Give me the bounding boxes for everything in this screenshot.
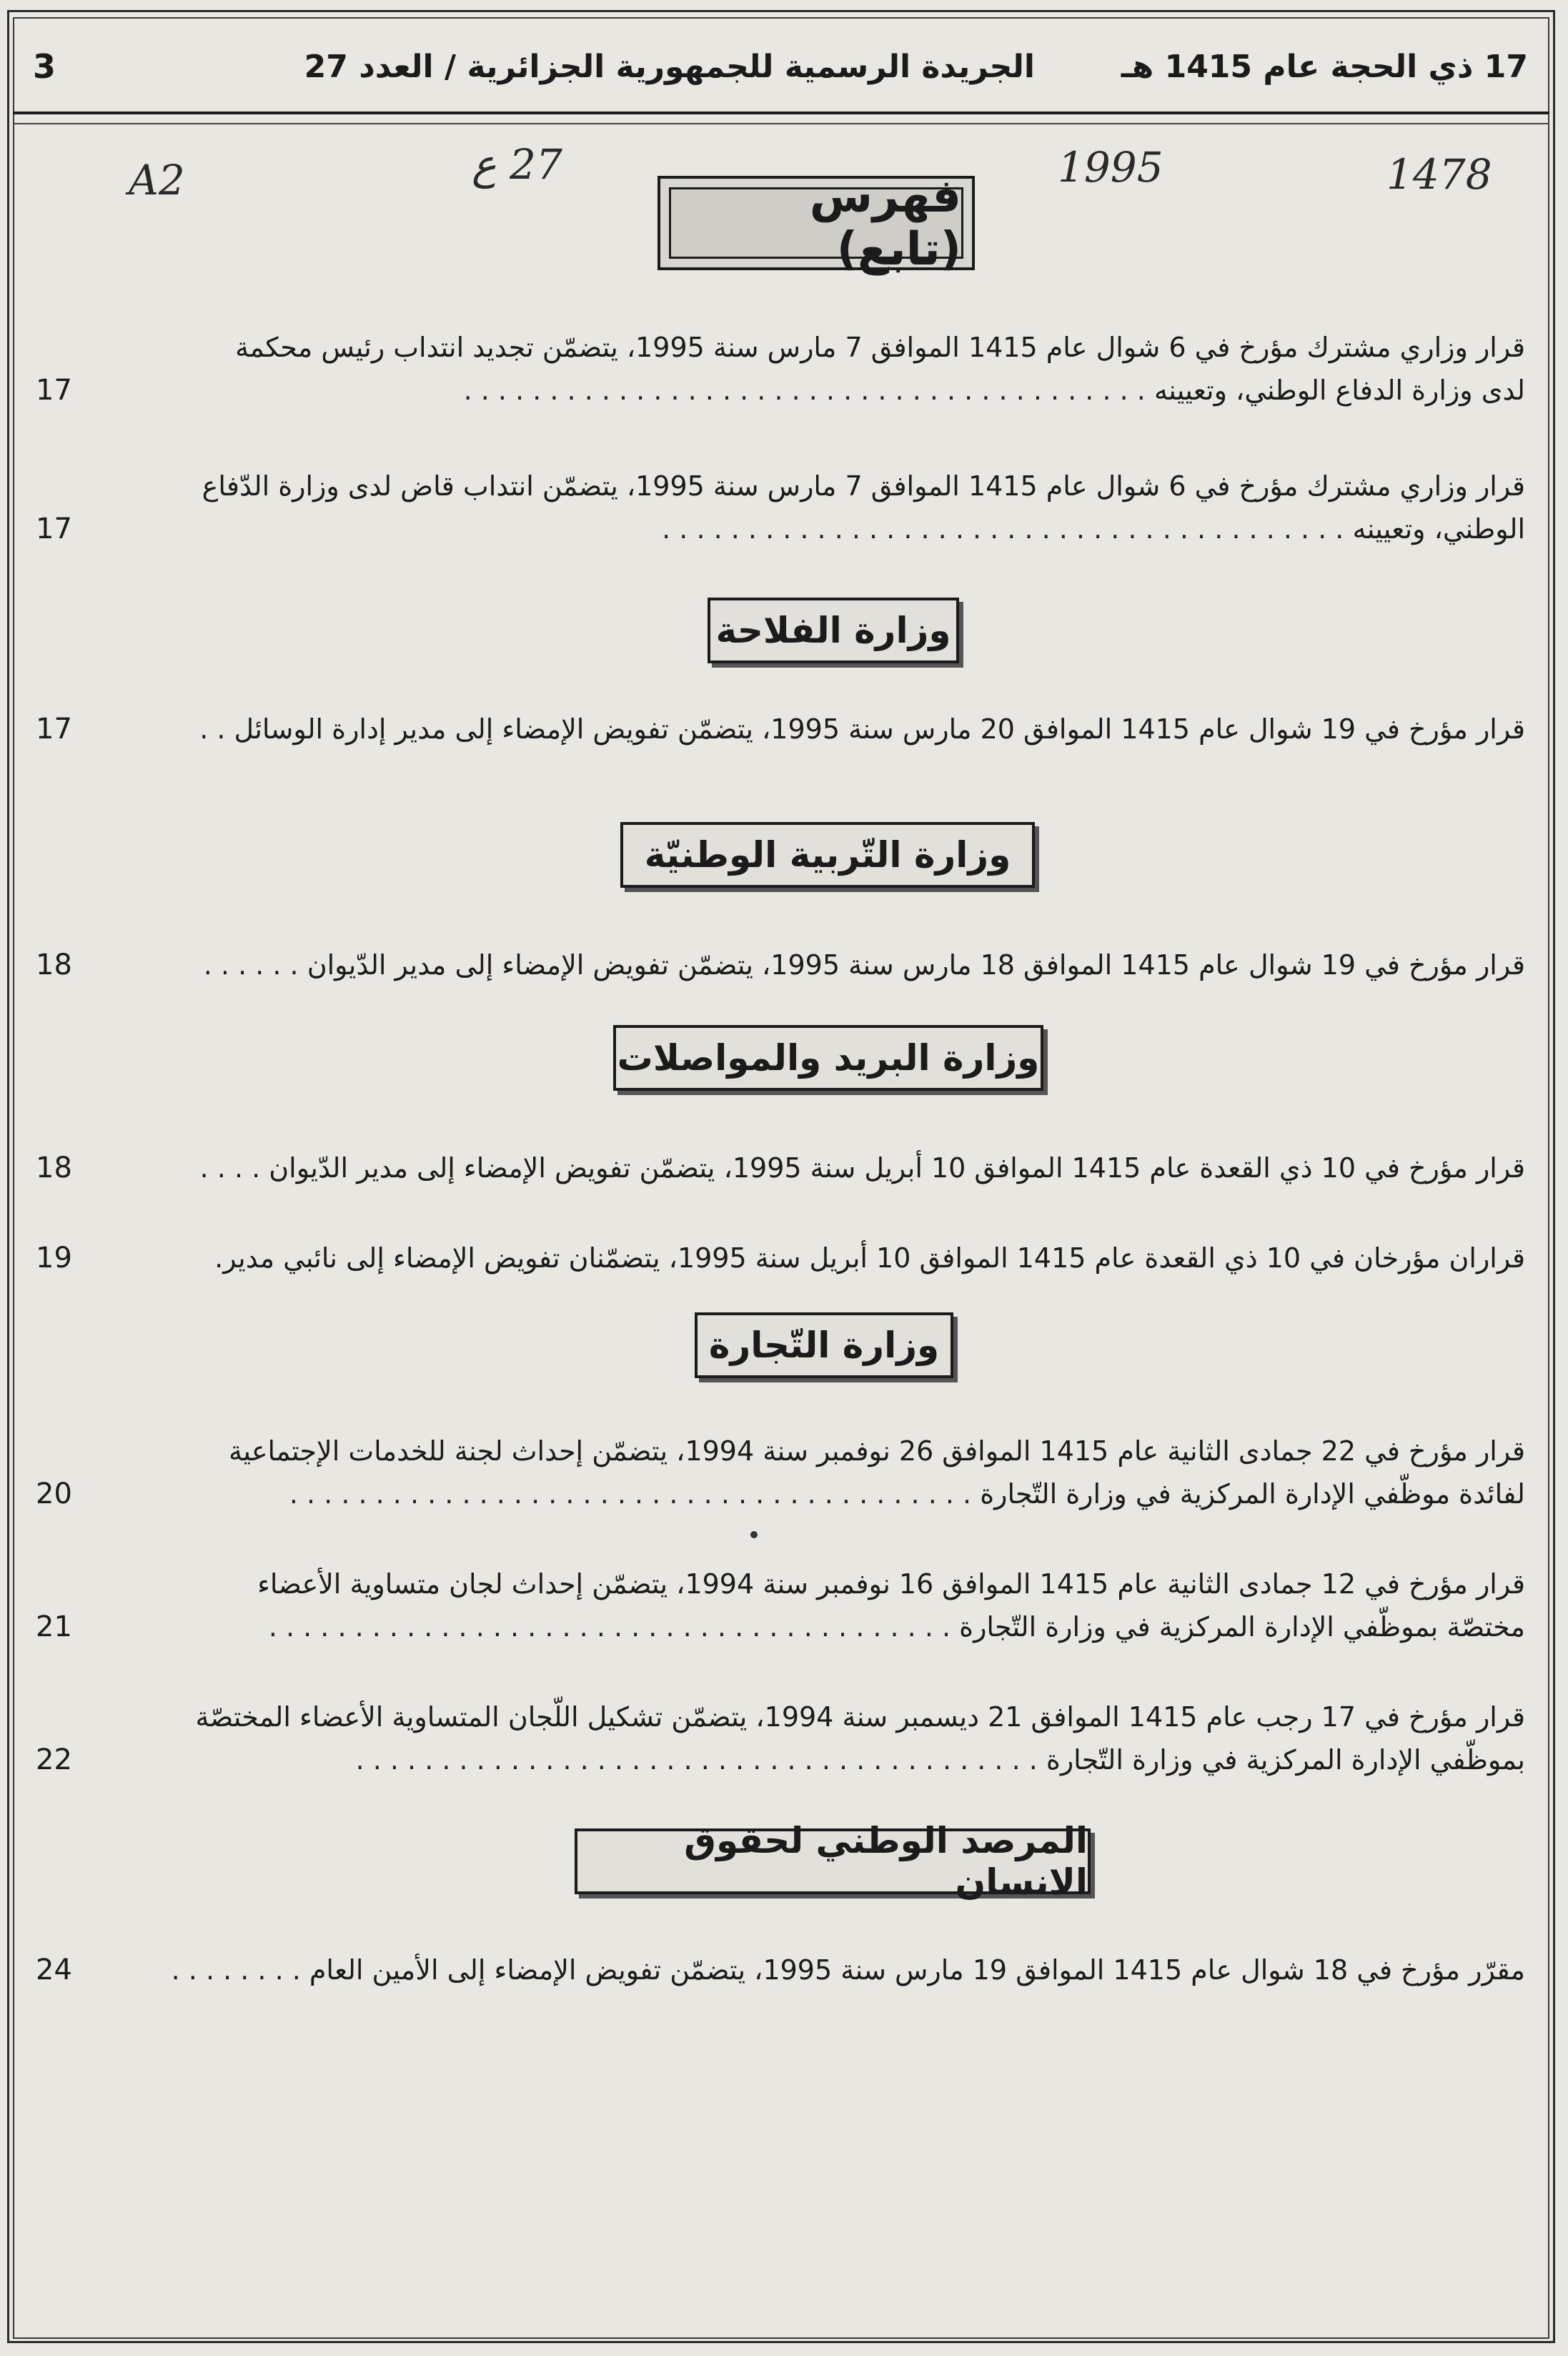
section-heading: المرصد الوطني لحقوق الانسان: [575, 1828, 1091, 1894]
section-heading: وزارة التّجارة: [695, 1312, 953, 1378]
entry-line: قرار وزاري مشترك مؤرخ في 6 شوال عام 1415 الموافق 7 مارس سنة 1995، يتضمّن انتداب قاض لدى وزارة الدّفاع: [202, 470, 1525, 502]
ink-spot: [750, 1531, 758, 1538]
entry-line: قرار مؤرخ في 19 شوال عام 1415 الموافق 20 مارس سنة 1995، يتضمّن تفويض الإمضاء إلى مدير إدارة الوسائل . .: [199, 713, 1525, 745]
toc-entry: [36, 1430, 1525, 1515]
dot-leader: . . . . . . . . . . . . . . . . . . . . . . . . . . . . . . . . . . . . . . . .: [289, 1478, 972, 1510]
entry-line: بموظّفي الإدارة المركزية في وزارة التّجارة . . . . . . . . . . . . . . . . . . . . . . . . . . . . . . . . . . . . . . . .: [355, 1744, 1525, 1776]
entry-page: 18: [36, 1152, 72, 1184]
entry-line: مقرّر مؤرخ في 18 شوال عام 1415 الموافق 19 مارس سنة 1995، يتضمّن تفويض الإمضاء إلى الأمين العام . . . . . . . .: [171, 1954, 1525, 1986]
header-date: 17 ذي الحجة عام 1415 هـ: [1121, 49, 1528, 85]
entry-page: 17: [36, 513, 72, 545]
handwritten-issue: 27 ع: [472, 140, 562, 189]
header-rule: [13, 123, 1549, 124]
toc-entry: [36, 1949, 1525, 1991]
section-heading: وزارة الفلاحة: [708, 598, 959, 663]
entry-line: لدى وزارة الدفاع الوطني، وتعيينه . . . . . . . . . . . . . . . . . . . . . . . . . . . . . . . . . . . . . . . .: [463, 375, 1525, 406]
toc-entry: [36, 944, 1525, 986]
entry-page: 18: [36, 949, 72, 981]
entry-line: الوطني، وتعيينه . . . . . . . . . . . . . . . . . . . . . . . . . . . . . . . . . . . . . . . .: [662, 513, 1525, 545]
handwritten-year: 1995: [1058, 143, 1163, 192]
dot-leader: . . . . . . . . . . . . . . . . . . . . . . . . . . . . . . . . . . . . . . . .: [268, 1611, 951, 1643]
entry-page: 19: [36, 1242, 72, 1274]
dot-leader: . . . . . . . . . . . . . . . . . . . . . . . . . . . . . . . . . . . . . . . .: [463, 375, 1146, 406]
entry-page: 21: [36, 1610, 72, 1643]
entry-page: 24: [36, 1954, 72, 1986]
entry-line: قرار مؤرخ في 19 شوال عام 1415 الموافق 18 مارس سنة 1995، يتضمّن تفويض الإمضاء إلى مدير الدّيوان . . . . . .: [203, 949, 1525, 981]
entry-page: 17: [36, 374, 72, 407]
entry-line: قرار مؤرخ في 17 رجب عام 1415 الموافق 21 ديسمبر سنة 1994، يتضمّن تشكيل اللّجان المتساوية الأعضاء المختصّة: [195, 1701, 1525, 1733]
section-heading: وزارة التّربية الوطنيّة: [620, 822, 1035, 888]
entry-line: قرار مؤرخ في 12 جمادى الثانية عام 1415 الموافق 16 نوفمبر سنة 1994، يتضمّن إحداث لجان متساوية الأعضاء: [257, 1568, 1525, 1600]
toc-entry: [36, 465, 1525, 550]
entry-line: مختصّة بموظّفي الإدارة المركزية في وزارة التّجارة . . . . . . . . . . . . . . . . . . . . . . . . . . . . . . . . . . . . . . . .: [268, 1611, 1525, 1643]
section-heading: وزارة البريد والمواصلات: [613, 1025, 1043, 1091]
dot-leader: . . . . . . . . . . . . . . . . . . . . . . . . . . . . . . . . . . . . . . . .: [662, 513, 1344, 545]
handwritten-a2: A2: [129, 156, 185, 204]
toc-title-box: [658, 170, 975, 276]
entry-page: 20: [36, 1478, 72, 1510]
entry-line: قرار وزاري مشترك مؤرخ في 6 شوال عام 1415 الموافق 7 مارس سنة 1995، يتضمّن تجديد انتداب رئيس محكمة: [235, 332, 1525, 363]
header-title: الجريدة الرسمية للجمهورية الجزائرية / العدد 27: [304, 49, 1035, 85]
toc-entry: [36, 1696, 1525, 1781]
dot-leader: . . . . . . . . . . . . . . . . . . . . . . . . . . . . . . . . . . . . . . . .: [355, 1744, 1038, 1776]
entry-line: قرار مؤرخ في 22 جمادى الثانية عام 1415 الموافق 26 نوفمبر سنة 1994، يتضمّن إحداث لجنة للخدمات الإجتماعية: [229, 1435, 1525, 1467]
header-page-number: 3: [33, 47, 56, 86]
entry-line: قرار مؤرخ في 10 ذي القعدة عام 1415 الموافق 10 أبريل سنة 1995، يتضمّن تفويض الإمضاء إلى مدير الدّيوان . . . .: [199, 1152, 1525, 1184]
toc-entry: [36, 1237, 1525, 1280]
toc-entry: [36, 1147, 1525, 1189]
entry-line: قراران مؤرخان في 10 ذي القعدة عام 1415 الموافق 10 أبريل سنة 1995، يتضمّنان تفويض الإمضاء إلى نائبي مدير.: [214, 1242, 1525, 1274]
entry-page: 22: [36, 1743, 72, 1776]
entry-line: لفائدة موظّفي الإدارة المركزية في وزارة التّجارة . . . . . . . . . . . . . . . . . . . . . . . . . . . . . . . . . . . . . . . .: [289, 1478, 1525, 1510]
toc-title: فهرس (تابع): [669, 187, 963, 259]
toc-entry: [36, 708, 1525, 751]
handwritten-ref: 1478: [1386, 150, 1492, 199]
toc-entry: [36, 326, 1525, 412]
toc-entry: [36, 1563, 1525, 1648]
page-header: [13, 29, 1549, 114]
entry-page: 17: [36, 713, 72, 746]
